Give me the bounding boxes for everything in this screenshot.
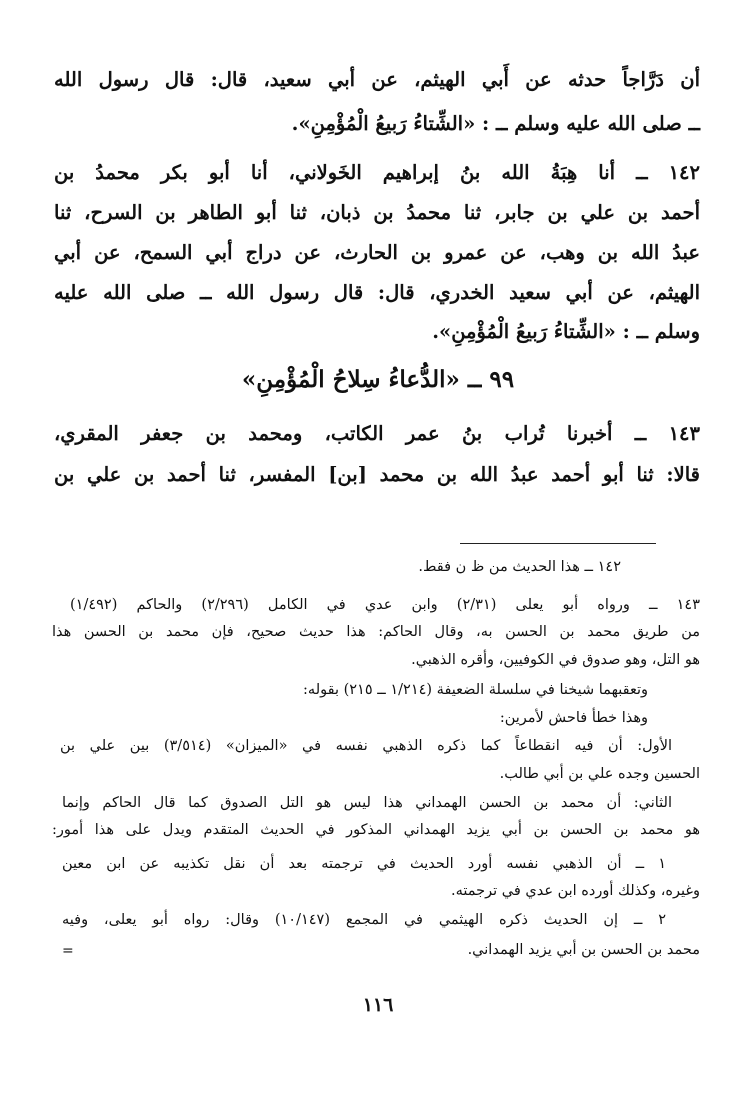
footnote-line-11: ١ ــ أن الذهبي نفسه أورد الحديث في ترجمته بعد أن نقل تكذيبه عن ابن معين [62,856,666,872]
main-text-line-4: أحمد بن علي بن جابر، ثنا محمدُ بن ذبان، ثنا أبو الطاهر بن السرح، ثنا [54,201,700,224]
footnote-line-7: الأول: أن فيه انقطاعاً كما ذكره الذهبي نفسه في «الميزان» (٣/٥١٤) بين علي بن [60,738,672,754]
footnote-line-5: وتعقبهما شيخنا في سلسلة الضعيفة (١/٢١٤ ــ ٢١٥) بقوله: [303,682,648,698]
page-number: ١١٦ [362,994,394,1016]
footnote-line-6: وهذا خطأ فاحش لأمرين: [499,710,648,726]
section-heading: ٩٩ ــ «الدُّعاءُ سِلاحُ الْمُؤْمِنِ» [241,366,515,393]
main-text-line-9: قالا: ثنا أبو أحمد عبدُ الله بن محمد [بن] المفسر، ثنا أحمد بن علي بن [54,463,700,486]
main-text-line-5: عبدُ الله بن وهب، عن عمرو بن الحارث، عن دراج أبي السمح، عن أبي [54,241,700,264]
footnote-line-1: ١٤٢ ــ هذا الحديث من ظ ن فقط. [418,559,621,575]
footnote-line-2: ١٤٣ ــ ورواه أبو يعلى (٢/٣١) وابن عدي في الكامل (٢/٢٩٦) والحاكم (١/٤٩٢) [70,597,700,613]
main-text-line-3: ١٤٢ ــ أنا هِبَةُ الله بنُ إبراهيم الخَولاني، أنا أبو بكر محمدُ بن [54,161,700,184]
margin-mark: = [62,943,74,959]
footnote-line-13: ٢ ــ إن الحديث ذكره الهيثمي في المجمع (١٠/١٤٧) وقال: رواه أبو يعلى، وفيه [62,912,666,928]
main-text-line-7: وسلم ــ : «الشِّتاءُ رَبيعُ الْمُؤْمِنِ». [432,320,700,343]
footnote-line-3: من طريق محمد بن الحسن به، وقال الحاكم: هذا حديث صحيح، فإن محمد بن الحسن هذا [52,624,700,640]
footnote-separator [460,543,656,544]
footnote-line-14: محمد بن الحسن بن أبي يزيد الهمداني. [467,942,700,958]
footnote-line-12: وغيره، وكذلك أورده ابن عدي في ترجمته. [450,883,700,899]
main-text-line-2: ــ صلى الله عليه وسلم ــ : «الشِّتاءُ رَبيعُ الْمُؤْمِنِ». [291,112,700,135]
footnote-line-9: الثاني: أن محمد بن الحسن الهمداني هذا ليس هو التل الصدوق كما قال الحاكم وإنما [62,795,672,811]
main-text-line-6: الهيثم، عن أبي سعيد الخدري، قال: قال رسول الله ــ صلى الله عليه [54,281,700,304]
main-text-line-8: ١٤٣ ــ أخبرنا تُراب بنُ عمر الكاتب، ومحمد بن جعفر المقري، [54,422,700,445]
main-text-line-1: أن دَرَّاجاً حدثه عن أَبي الهيثم، عن أبي سعيد، قال: قال رسول الله [54,68,700,91]
footnote-line-10: هو محمد بن الحسن بن أبي يزيد الهمداني المذكور في الحديث المتقدم ويدل على هذا أمور: [52,822,700,838]
footnote-line-8: الحسين وجده علي بن أبي طالب. [499,766,700,782]
footnote-line-4: هو التل، وهو صدوق في الكوفيين، وأقره الذهبي. [411,652,700,668]
